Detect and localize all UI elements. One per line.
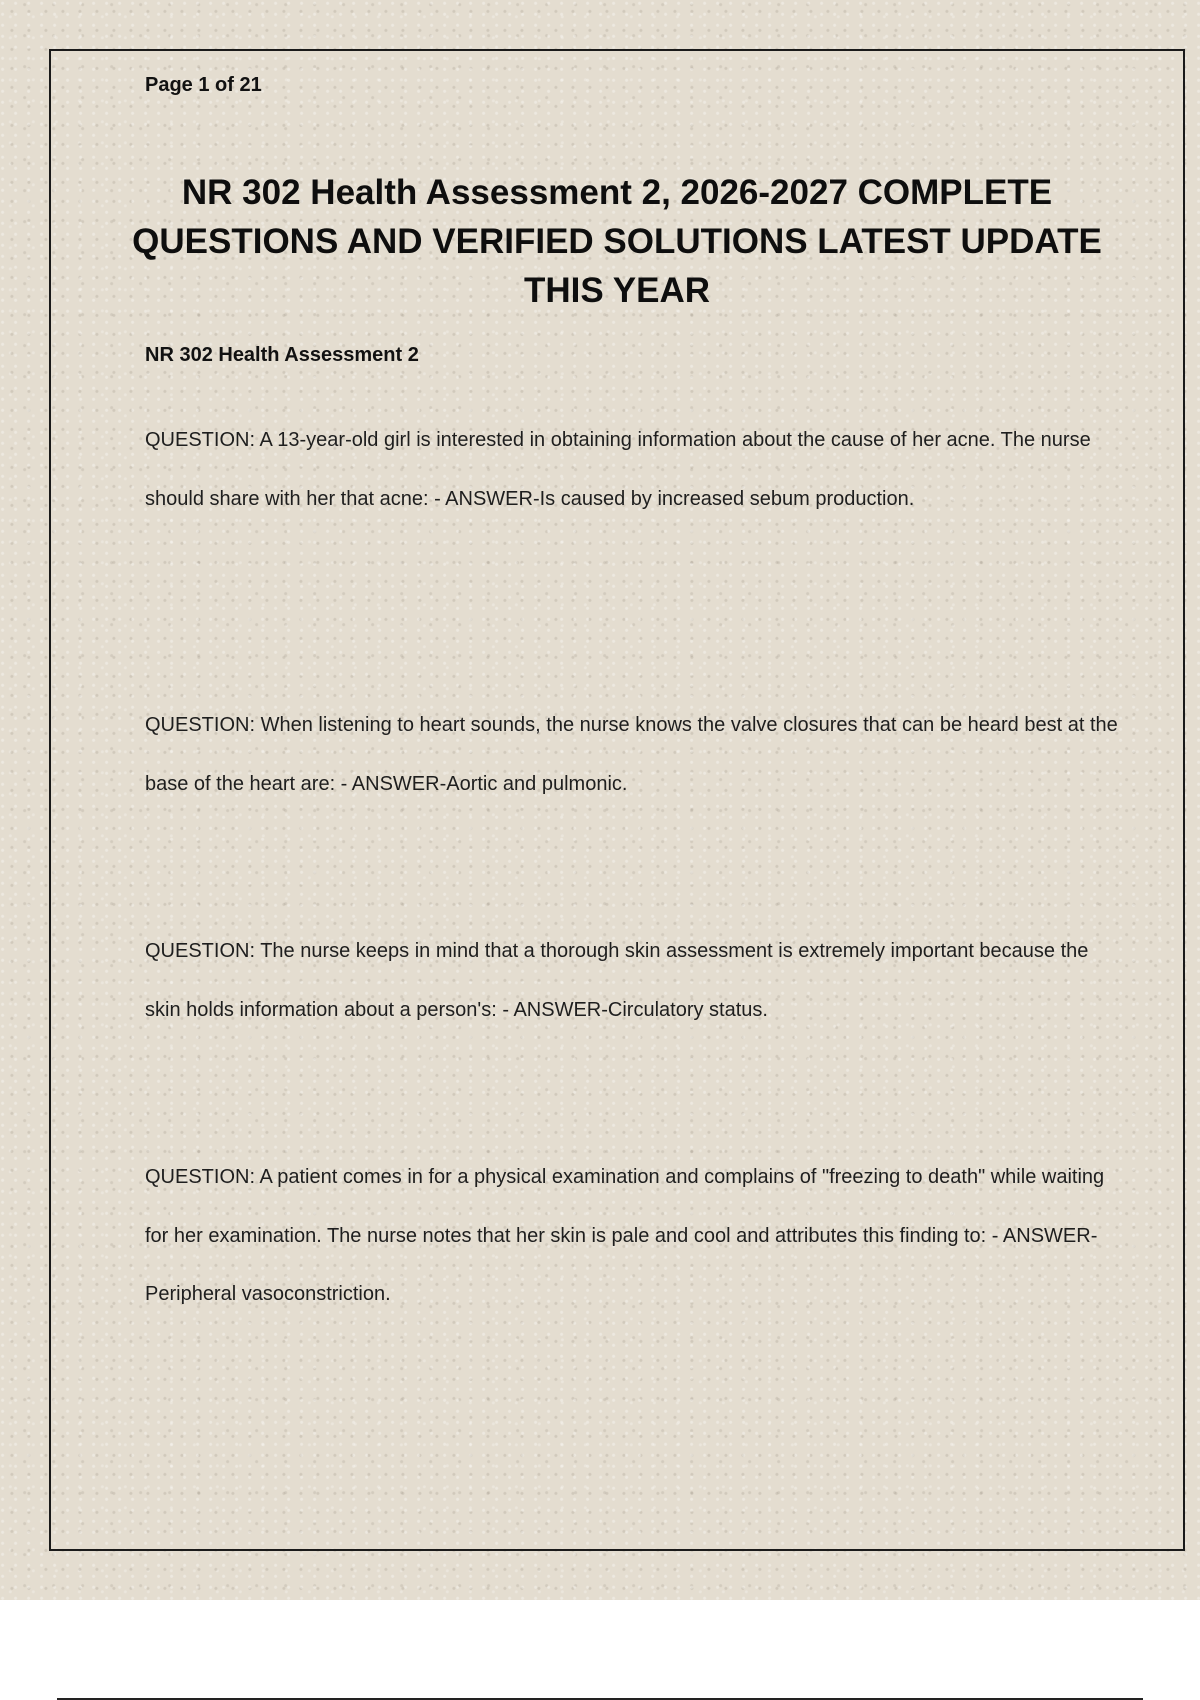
document-subtitle: NR 302 Health Assessment 2 [145, 344, 419, 366]
question-item: QUESTION: The nurse keeps in mind that a thorough skin assessment is extremely important because the skin holds information about a person's: - ANSWER-Circulatory status. [145, 940, 1089, 1021]
document-title: NR 302 Health Assessment 2, 2026-2027 COMPLETE QUESTIONS AND VERIFIED SOLUTIONS LATEST UPDATE THIS YEAR [132, 173, 1102, 310]
question-item: QUESTION: A 13-year-old girl is interested in obtaining information about the cause of her acne. The nurse should share with her that acne: - ANSWER-Is caused by increased sebum production. [145, 429, 1091, 510]
page-indicator: Page 1 of 21 [145, 74, 262, 96]
question-item: QUESTION: A patient comes in for a physical examination and complains of "freezing to death" while waiting for her examination. The nurse notes that her skin is pale and cool and attributes this finding to: - ANSWER-Peripheral vasoconstriction. [145, 1166, 1105, 1305]
question-item: QUESTION: When listening to heart sounds, the nurse knows the valve closures that can be heard best at the base of the heart are: - ANSWER-Aortic and pulmonic. [145, 714, 1118, 795]
